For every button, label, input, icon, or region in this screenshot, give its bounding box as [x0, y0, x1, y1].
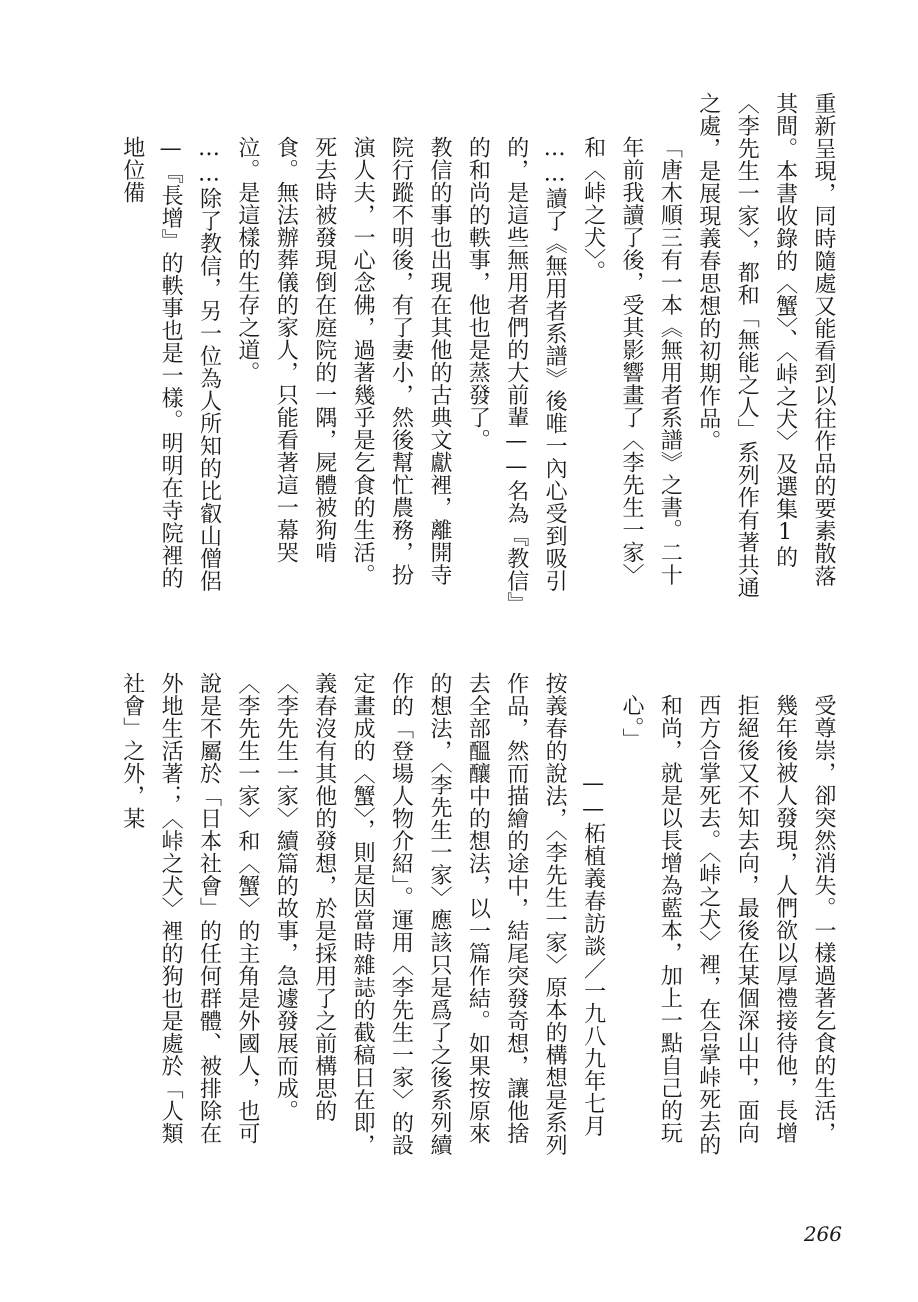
quote-paragraph-2: ……讀了《無用者系譜》後唯一內心受到吸引的，是這些無用者們的大前輩——名為『教信』的和尚的軼事，他也是蒸發了。	[465, 136, 568, 604]
quote-continuation: 受尊崇，卻突然消失。一樣過著乞食的生活，幾年後被人發現，人們欲以厚禮接待他，長增拒絕後又不知去向，最後在某個深山中，面向西方合掌死去。〈峠之犬〉裡，在合掌峠死去的和尚，就是以長增為藍本，加上一點自己的玩心。」	[618, 694, 836, 1156]
quote-paragraph-1: 「唐木順三有一本《無用者系譜》之書。二十年前我讀了後，受其影響畫了〈李先生一家〉和〈峠之犬〉。	[580, 136, 683, 586]
top-text-band	[82, 92, 842, 604]
quote-paragraph-3: 教信的事也出現在其他的古典文獻裡，離開寺院行蹤不明後，有了妻小，然後幫忙農務，扮演人夫，一心念佛，過著幾乎是乞食的生活。死去時被發現倒在庭院的一隅，屍體被狗啃食。無法辦葬儀的家人，只能看著這一幕哭泣。是這樣的生存之道。	[234, 136, 452, 586]
quote-attribution: ——柘植義春訪談／一九八九年七月	[580, 771, 606, 1137]
bottom-text-band	[82, 650, 842, 1162]
body-paragraph-1: 重新呈現，同時隨處又能看到以往作品的要素散落其間。本書收錄的〈蟹〉、〈峠之犬〉及選集1的〈李先生一家〉，都和「無能之人」系列作有著共通之處，是展現義春思想的初期作品。	[695, 92, 836, 599]
quote-paragraph-4: ……除了教信，另一位為人所知的比叡山僧侶—『長增』的軼事也是一樣。明明在寺院裡的地位備	[119, 136, 222, 592]
page-number: 266	[803, 1222, 842, 1246]
body-paragraph-2: 按義春的說法，〈李先生一家〉原本的構想是系列作品，然而描繪的途中，結尾突發奇想，讓他捨去全部醞釀中的想法，以一篇作結。如果按原來的想法，〈李先生一家〉應該只是爲了之後系列續作的「登場人物介紹」。運用〈李先生一家〉的設定畫成的〈蟹〉，則是因當時雜誌的截稿日在即，義春沒有其他的發想，於是採用了之前構思的〈李先生一家〉續篇的故事，急遽發展而成。	[273, 672, 568, 1156]
body-paragraph-3: 〈李先生一家〉和〈蟹〉的主角是外國人，也可說是不屬於「日本社會」的任何群體、被排除在外地生活著；〈峠之犬〉裡的狗也是處於「人類社會」之外，某	[119, 672, 260, 1145]
